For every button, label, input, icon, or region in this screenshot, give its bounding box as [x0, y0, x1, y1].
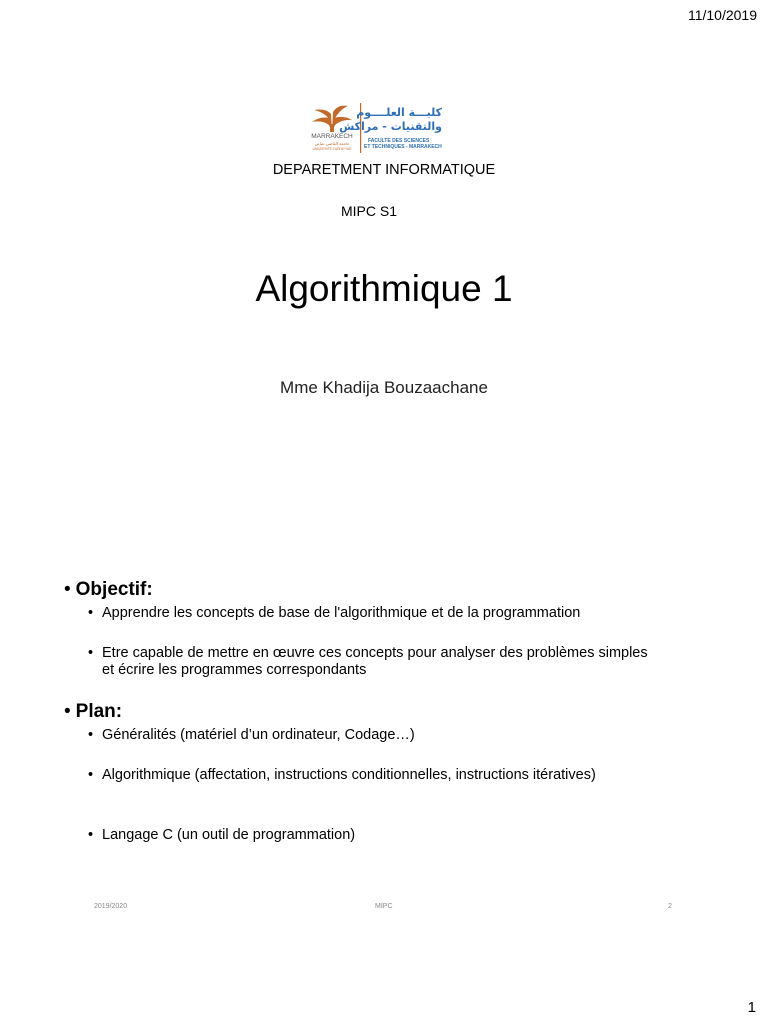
list-item: • Apprendre les concepts de base de l'algorithmique et de la programmation [88, 605, 581, 621]
section-heading-objectif: • Objectif: [64, 579, 153, 600]
list-item: • Langage C (un outil de programmation) [88, 827, 356, 843]
bullet-icon: • [88, 605, 94, 621]
bullet-icon: • [88, 827, 94, 843]
footer-slide-number: 2 [668, 903, 672, 910]
bullet-icon: • [88, 767, 94, 783]
svg-text:كليـــة العلــــوم: كليـــة العلــــوم [356, 106, 442, 119]
university-logo [308, 100, 450, 156]
page-number: 1 [747, 999, 756, 1016]
list-item: • Etre capable de mettre en œuvre ces concepts pour analyser des problèmes simples et écrire les programmes correspondants [88, 645, 648, 678]
section-heading-plan: • Plan: [64, 701, 123, 722]
footer-year: 2019/2020 [94, 903, 128, 910]
svg-text:والتقنيات - مراكش: والتقنيات - مراكش [339, 120, 442, 133]
course-author: Mme Khadija Bouzaachane [280, 378, 488, 397]
bullet-icon: • [88, 727, 94, 743]
list-item: • Généralités (matériel d’un ordinateur, Codage…) [88, 727, 415, 743]
bullet-icon: • [88, 645, 94, 661]
course-title: Algorithmique 1 [255, 268, 513, 309]
svg-text:ET TECHNIQUES - MARRAKECH: ET TECHNIQUES - MARRAKECH [364, 144, 442, 150]
footer-course: MIPC [375, 903, 393, 910]
svg-text:جامعة القاضي عياض: جامعة القاضي عياض [314, 141, 350, 146]
print-date: 11/10/2019 [687, 7, 757, 23]
svg-text:UNIVERSITÉ CADI AYYAD: UNIVERSITÉ CADI AYYAD [312, 147, 352, 151]
bullet-icon: • [64, 579, 71, 600]
list-item: • Algorithmique (affectation, instructions conditionnelles, instructions itératives) [88, 767, 596, 783]
department-name: DEPARETMENT INFORMATIQUE [272, 162, 496, 178]
course-level: MIPC S1 [341, 203, 398, 219]
svg-text:MARRAKECH: MARRAKECH [311, 133, 353, 140]
bullet-icon: • [64, 701, 71, 722]
svg-text:FACULTE DES SCIENCES: FACULTE DES SCIENCES [368, 138, 430, 144]
